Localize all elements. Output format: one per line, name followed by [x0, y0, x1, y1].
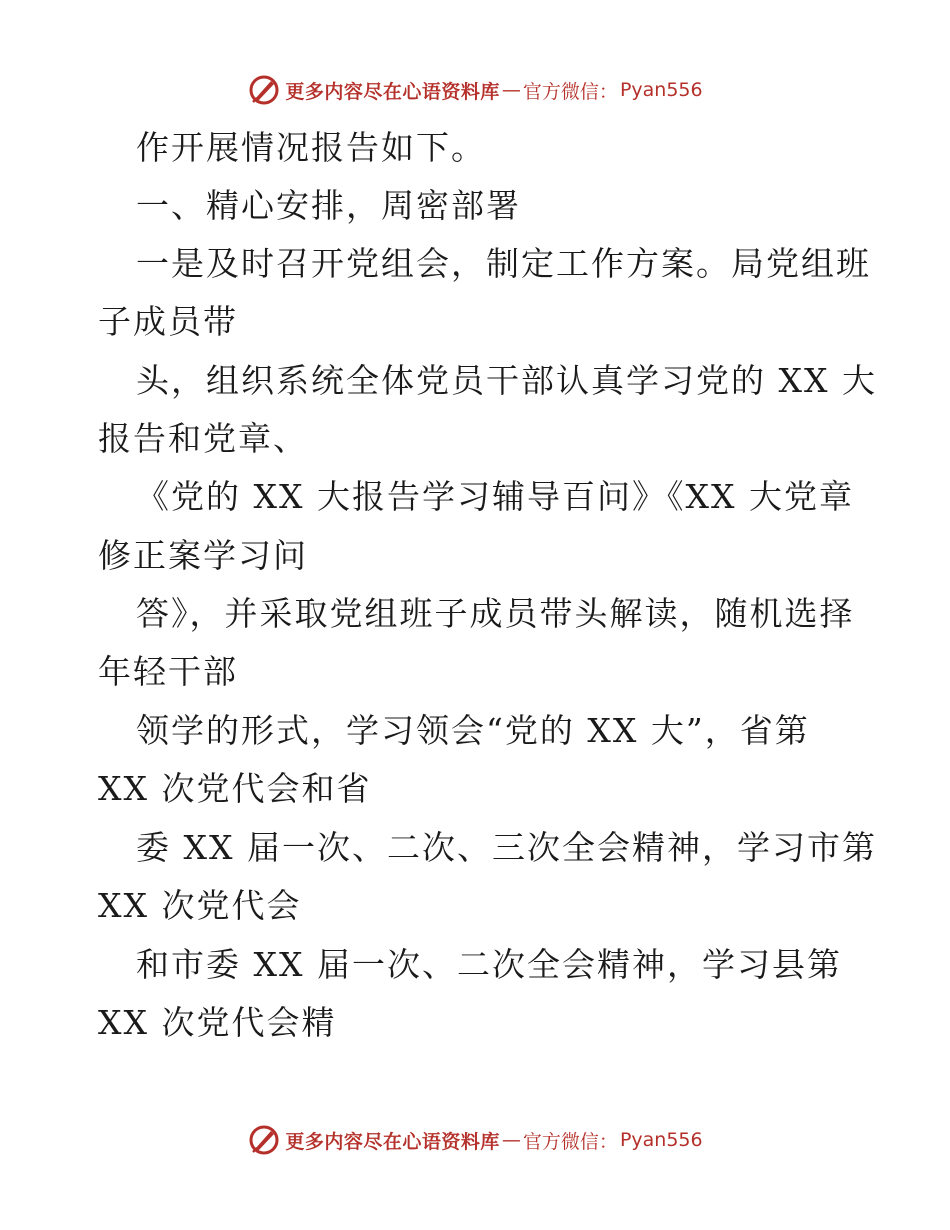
text-line: XX 次党代会 [98, 886, 302, 925]
text-line: 修正案学习问 [98, 536, 308, 575]
text-line: 一是及时召开党组会，制定工作方案。局党组班 [136, 244, 871, 283]
text-line: 《党的 XX 大报告学习辅导百问》《XX 大党章 [136, 477, 854, 516]
text-line: XX 次党代会和省 [98, 769, 372, 808]
text-line: 和市委 XX 届一次、二次全会精神，学习县第 [136, 945, 842, 984]
text-line: 子成员带 [98, 302, 238, 341]
footer-dash: — [501, 1129, 521, 1151]
quill-pen-icon [247, 1123, 281, 1157]
text-line: 作开展情况报告如下。 [136, 128, 486, 167]
footer-wechat-id: Pyan556 [619, 1129, 703, 1151]
header-dash: — [501, 79, 521, 101]
header-banner[interactable] [0, 70, 950, 110]
text-line: 头，组织系统全体党员干部认真学习党的 XX 大 [136, 361, 877, 400]
section-heading: 一、精心安排，周密部署 [136, 186, 521, 225]
footer-site-name: 更多内容尽在心语资料库 [285, 1130, 500, 1153]
text-line: 报告和党章、 [98, 419, 308, 458]
text-line: 委 XX 届一次、二次、三次全会精神，学习市第 [136, 828, 877, 867]
header-site-name: 更多内容尽在心语资料库 [285, 80, 500, 103]
text-line: XX 次党代会精 [98, 1003, 337, 1042]
header-wechat-label: 官方微信： [522, 80, 618, 103]
text-line: 领学的形式，学习领会“党的 XX 大”，省第 [136, 711, 810, 750]
text-line: 答》，并采取党组班子成员带头解读，随机选择 [136, 594, 855, 633]
footer-banner[interactable] [0, 1120, 950, 1160]
quill-pen-icon [247, 73, 281, 107]
text-line: 年轻干部 [98, 652, 238, 691]
footer-wechat-label: 官方微信： [522, 1130, 618, 1153]
header-wechat-id: Pyan556 [619, 79, 703, 101]
